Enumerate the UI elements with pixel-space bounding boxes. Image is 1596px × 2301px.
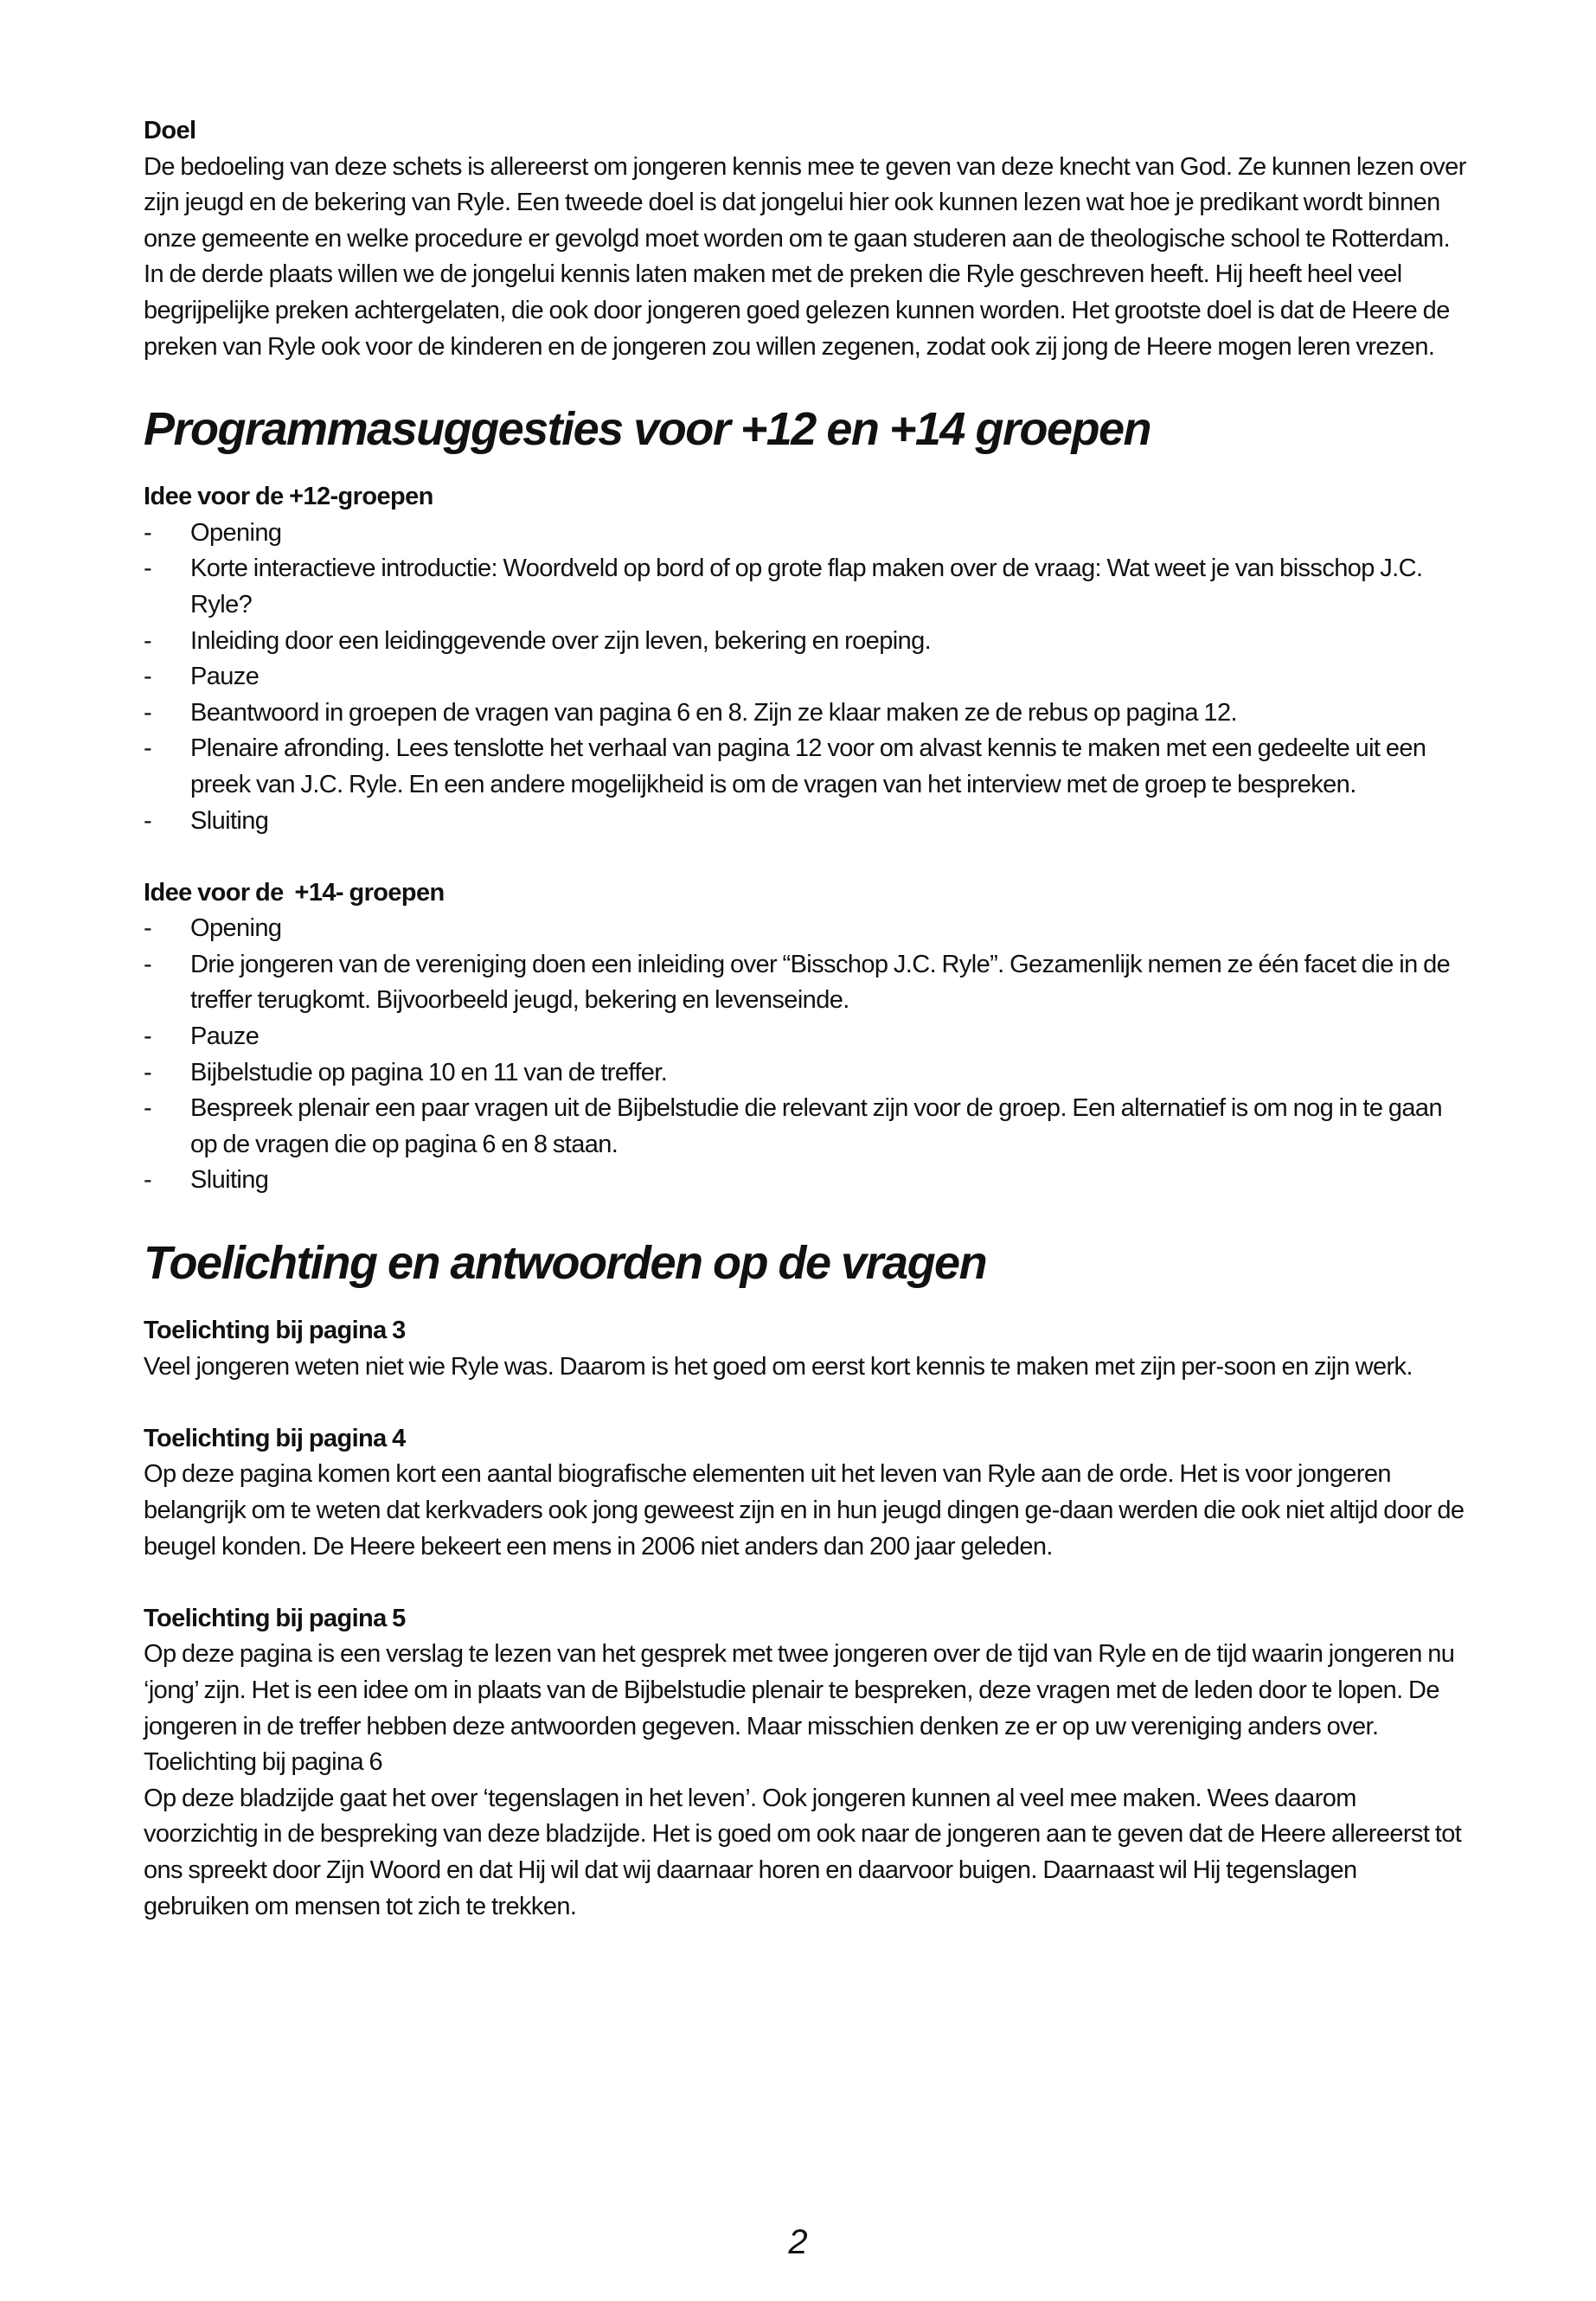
- document-page: [144, 113, 1467, 1925]
- doel-section: [144, 113, 1467, 365]
- dash-bullet: -: [144, 518, 152, 547]
- list-item: - Drie jongeren van de vereniging doen een inleiding over “Bisschop J.C. Ryle”. Gezamenlijk nemen ze één facet die in de treffer terugkomt. Bijvoorbeeld jeugd, bekering en levenseinde.: [144, 947, 1467, 1019]
- toelichting-p3-body: Veel jongeren weten niet wie Ryle was. Daarom is het goed om eerst kort kennis te maken met zijn per-soon en zijn werk.: [144, 1352, 1413, 1381]
- toelichting-title: Toelichting en antwoorden op de vragen: [144, 1237, 987, 1290]
- group-12-list: [144, 516, 1467, 839]
- dash-bullet: -: [144, 806, 152, 835]
- toelichting-p4-body: Op deze pagina komen kort een aantal biografische elementen uit het leven van Ryle aan de orde. Het is voor jongeren belangrijk om te weten dat kerkvaders ook jong geweest zijn en in hun jeugd dingen ge-daan werden die ook niet altijd door de beugel konden. De Heere bekeert een mens in 2006 niet anders dan 200 jaar geleden.: [144, 1460, 1465, 1561]
- dash-bullet: -: [144, 554, 152, 583]
- dash-bullet: -: [144, 698, 152, 727]
- programma-section: [144, 403, 1467, 1199]
- dash-bullet: -: [144, 1166, 152, 1195]
- dash-bullet: -: [144, 1022, 152, 1051]
- list-item: - Bespreek plenair een paar vragen uit de Bijbelstudie die relevant zijn voor de groep. Een alternatief is om nog in te gaan op de vragen die op pagina 6 en 8 staan.: [144, 1091, 1467, 1163]
- list-item: - Bijbelstudie op pagina 10 en 11 van de treffer.: [144, 1055, 1467, 1092]
- dash-bullet: -: [144, 663, 152, 691]
- toelichting-p5-body: Op deze pagina is een verslag te lezen van het gesprek met twee jongeren over de tijd van Ryle en de tijd waarin jongeren nu ‘jong’ zijn. Het is een idee om in plaats van de Bijbelstudie plenair te bespreken, deze vragen met de leden door te lopen. De jongeren in de treffer hebben deze antwoorden gegeven. Maar misschien denken ze er op uw vereniging anders over.: [144, 1640, 1455, 1740]
- list-item: - Opening: [144, 516, 1467, 552]
- toelichting-p6-body: Op deze bladzijde gaat het over ‘tegenslagen in het leven’. Ook jongeren kunnen al veel mee maken. Wees daarom voorzichtig in de bespreking van deze bladzijde. Het is goed om ook naar de jongeren aan te geven dat de Heere allereerst tot ons spreekt door Zijn Woord en dat Hij wil dat wij daarnaar horen en daarvoor buigen. Daarnaast wil Hij tegenslagen gebruiken om mensen tot zich te trekken.: [144, 1784, 1462, 1920]
- list-item: - Sluiting: [144, 804, 1467, 840]
- dash-bullet: -: [144, 1058, 152, 1086]
- toelichting-p3-heading: Toelichting bij pagina 3: [144, 1317, 406, 1345]
- list-item: - Plenaire afronding. Lees tenslotte het verhaal van pagina 12 voor om alvast kennis te maken met een gedeelte uit een preek van J.C. Ryle. En een andere mogelijkheid is om de vragen van het interview met de groep te bespreken.: [144, 731, 1467, 803]
- group-12-heading: Idee voor de +12-groepen: [144, 483, 433, 511]
- list-item: - Pauze: [144, 1019, 1467, 1055]
- doel-body: De bedoeling van deze schets is allereerst om jongeren kennis mee te geven van deze knecht van God. Ze kunnen lezen over zijn jeugd en de bekering van Ryle. Een tweede doel is dat jongelui hier ook kunnen lezen wat hoe je predikant wordt binnen onze gemeente en welke procedure er gevolgd moet worden om te gaan studeren aan de theologische school te Rotterdam. In de derde plaats willen we de jongelui kennis laten maken met de preken die Ryle geschreven heeft. Hij heeft heel veel begrijpelijke preken achtergelaten, die ook door jongeren goed gelezen kunnen worden. Het grootste doel is dat de Heere de preken van Ryle ook voor de kinderen en de jongeren zou willen zegenen, zodat ook zij jong de Heere mogen leren vrezen.: [144, 152, 1466, 361]
- list-item: - Korte interactieve introductie: Woordveld op bord of op grote flap maken over de vraag: Wat weet je van bisschop J.C. Ryle?: [144, 551, 1467, 623]
- dash-bullet: -: [144, 626, 152, 655]
- programma-title: Programmasuggesties voor +12 en +14 groepen: [144, 403, 1151, 456]
- group-14-list: [144, 911, 1467, 1199]
- doel-heading: Doel: [144, 117, 196, 144]
- toelichting-p5-heading: Toelichting bij pagina 5: [144, 1604, 406, 1632]
- dash-bullet: -: [144, 734, 152, 763]
- dash-bullet: -: [144, 1094, 152, 1123]
- group-14-heading: Idee voor de +14- groepen: [144, 878, 445, 907]
- page-number: 2: [788, 2223, 808, 2261]
- list-item: - Sluiting: [144, 1163, 1467, 1199]
- list-item: - Inleiding door een leidinggevende over zijn leven, bekering en roeping.: [144, 624, 1467, 660]
- toelichting-section: [144, 1237, 1467, 1925]
- dash-bullet: -: [144, 950, 152, 978]
- dash-bullet: -: [144, 914, 152, 943]
- toelichting-p6-heading: Toelichting bij pagina 6: [144, 1748, 383, 1777]
- list-item: - Opening: [144, 911, 1467, 947]
- list-item: - Beantwoord in groepen de vragen van pagina 6 en 8. Zijn ze klaar maken ze de rebus op pagina 12.: [144, 695, 1467, 732]
- toelichting-p4-heading: Toelichting bij pagina 4: [144, 1424, 406, 1452]
- list-item: - Pauze: [144, 659, 1467, 695]
